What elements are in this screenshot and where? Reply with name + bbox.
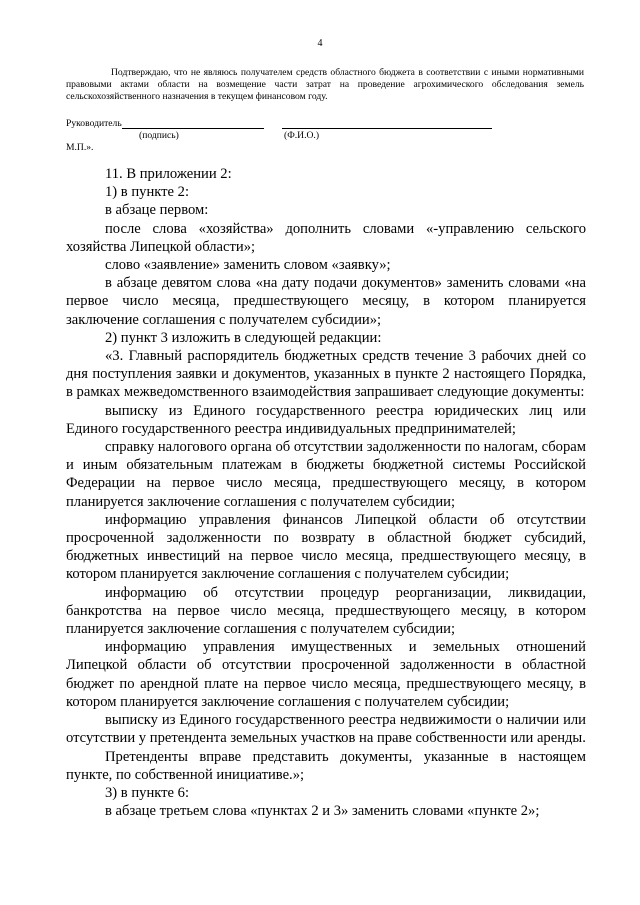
paragraph: Претенденты вправе представить документы, указанные в настоящем пункте, по собственной инициативе.»; [66,748,586,783]
paragraph: слово «заявление» заменить словом «заявку»; [105,257,391,274]
fio-line [282,118,492,129]
paragraph: справку налогового органа об отсутствии задолженности по налогам, сборам и иным обязательным платежам в бюджеты бюджетной системы Российской Федерации на первое число месяца, предшествующего месяцу, в котором планируется заключение соглашения с получателем субсидии; [66,439,586,510]
signature-row [66,118,584,130]
signature-line [122,118,264,129]
paragraph: выписку из Единого государственного реестра юридических лиц или Единого государственного реестра индивидуальных предпринимателей; [66,402,586,437]
paragraph: 1) в пункте 2: [105,184,190,201]
paragraph: 3) в пункте 6: [105,784,190,801]
paragraph: выписку из Единого государственного реестра недвижимости о наличии или отсутствии у претендента земельных участков на праве собственности или аренды. [66,712,586,747]
paragraph: в абзаце девятом слова «на дату подачи документов» заменить словами «на первое число месяца, предшествующего месяцу, в котором планируется заключение соглашения с получателем субсидии»; [66,275,586,328]
paragraph: в абзаце третьем слова «пунктах 2 и 3» заменить словами «пункте 2»; [105,803,540,820]
confirmation-text: Подтверждаю, что не являюсь получателем средств областного бюджета в соответствии с иными нормативными правовыми актами области на возмещение части затрат на проведение агрохимического обследования земель сельскохозяйственного назначения в текущем финансовом году. [66,67,584,102]
page-number: 4 [317,38,323,49]
paragraph: информацию об отсутствии процедур реорганизации, ликвидации, банкротства на первое число месяца, предшествующего месяцу, в котором планируется заключение соглашения с получателем субсидии; [66,584,586,638]
head-label: Руководитель [66,118,122,129]
paragraph: информацию управления имущественных и земельных отношений Липецкой области об отсутствии просроченной задолженности в областной бюджет по арендной плате на первое число месяца, предшествующего месяцу, в котором планируется заключение соглашения с получателем субсидии; [66,639,586,710]
signature-captions [66,130,584,142]
paragraph: 2) пункт 3 изложить в следующей редакции: [105,329,382,346]
confirmation-statement [66,67,584,103]
signature-caption: (подпись) [139,130,179,141]
document-body [66,165,586,820]
stamp-label: М.П.». [66,142,94,153]
paragraph: информацию управления финансов Липецкой области об отсутствии просроченной задолженности по возврату в областной бюджет субсидий, бюджетных инвестиций на первое число месяца, предшествующего месяцу, в котором планируется заключение соглашения с получателем субсидии; [66,511,586,583]
paragraph: 11. В приложении 2: [105,166,232,182]
paragraph: «3. Главный распорядитель бюджетных средств течение 3 рабочих дней со дня поступления заявки и документов, указанных в пункте 2 настоящего Порядка, в рамках межведомственного взаимодействия запрашивает следующие документы: [66,348,586,401]
fio-caption: (Ф.И.О.) [284,130,320,141]
paragraph: в абзаце первом: [105,202,209,219]
paragraph: после слова «хозяйства» дополнить словами «-управлению сельского хозяйства Липецкой области»; [66,220,586,255]
